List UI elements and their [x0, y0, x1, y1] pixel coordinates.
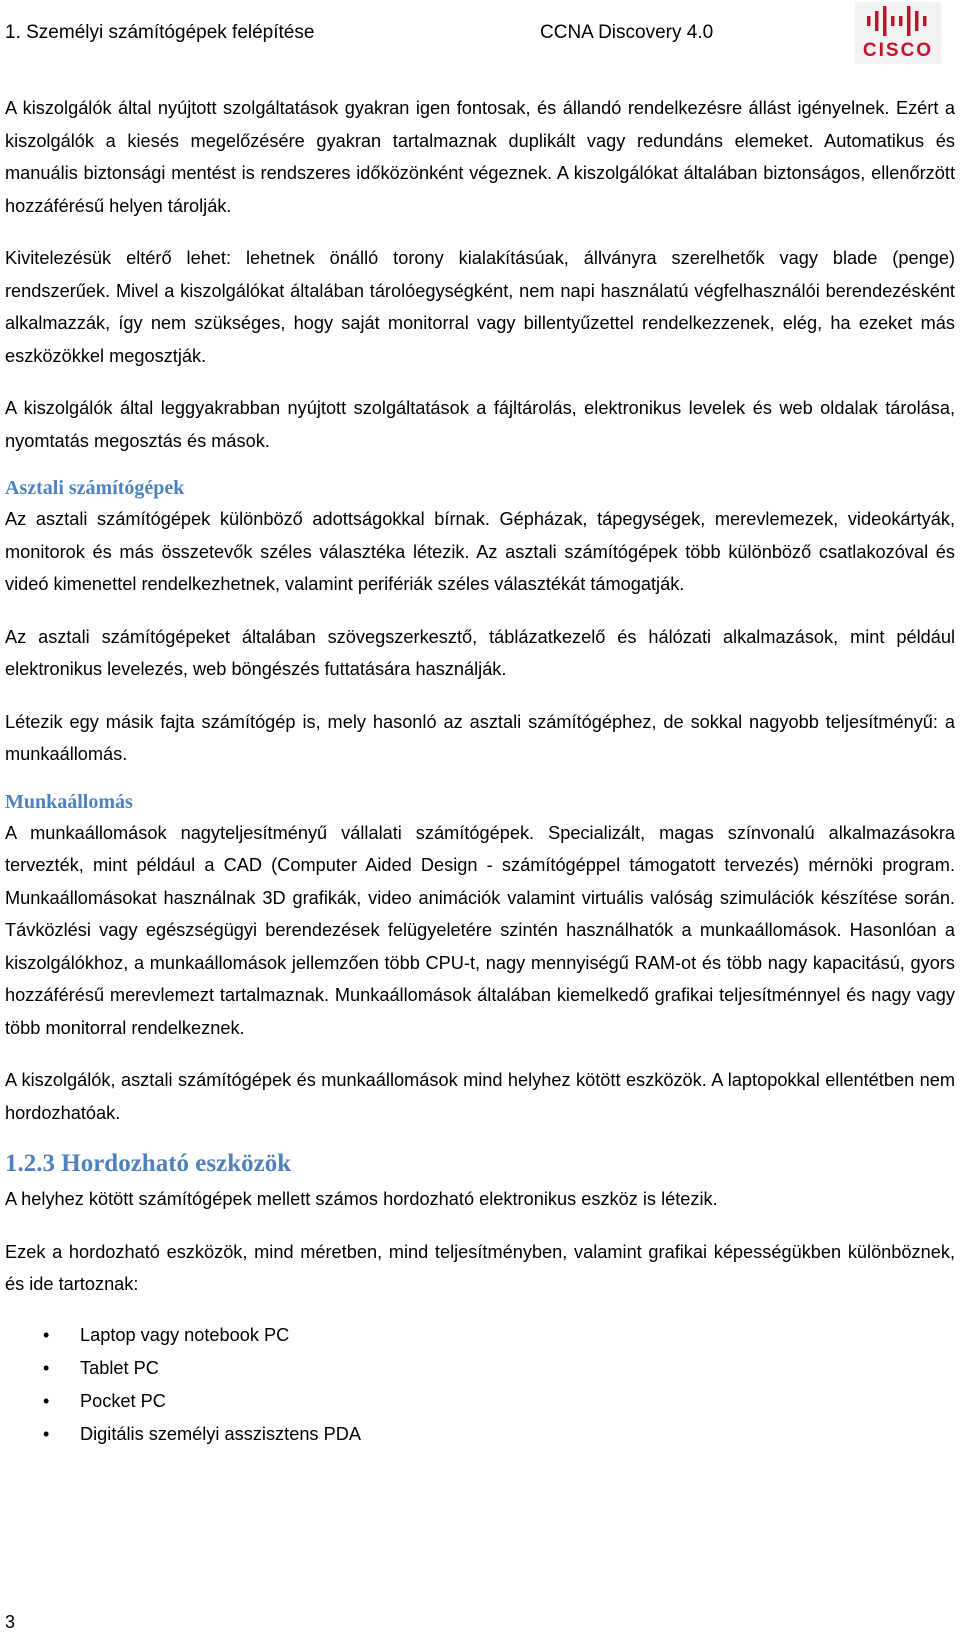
paragraph-server-common-services: A kiszolgálók által leggyakrabban nyújtott szolgáltatások a fájltárolás, elektronikus levelek és web oldalak tárolása, nyomtatás megosztás és mások. — [5, 398, 955, 451]
portable-device-list — [5, 1319, 955, 1451]
paragraph-portable-intro: A helyhez kötött számítógépek mellett számos hordozható elektronikus eszköz is létezik. — [5, 1189, 718, 1209]
heading-workstation: Munkaállomás — [5, 790, 133, 813]
paragraph-portable-types: Ezek a hordozható eszközök, mind méretben, mind teljesítményben, valamint grafikai képességükben különböznek, és ide tartoznak: — [5, 1241, 955, 1294]
list-item — [5, 1418, 955, 1451]
page-header — [5, 20, 945, 52]
page-body — [5, 92, 955, 1451]
paragraph-stationary-devices: A kiszolgálók, asztali számítógépek és munkaállomások mind helyhez kötött eszközök. A laptopokkal ellentétben nem hordozhatóak. — [5, 1070, 955, 1123]
list-item-label: Tablet PC — [80, 1357, 159, 1378]
cisco-logo — [855, 2, 941, 64]
bullet-icon: • — [43, 1324, 50, 1345]
course-title: CCNA Discovery 4.0 — [540, 22, 714, 43]
list-item-label: Pocket PC — [80, 1390, 166, 1411]
paragraph-desktop-uses: Az asztali számítógépeket általában szövegszerkesztő, táblázatkezelő és hálózati alkalmazások, mint például elektronikus levelezés, web böngészés futtatására használják. — [5, 626, 955, 679]
list-item-label: Digitális személyi asszisztens PDA — [80, 1423, 361, 1444]
paragraph-workstation-details: A munkaállomások nagyteljesítményű vállalati számítógépek. Specializált, magas színvonalú alkalmazásokra tervezték, mint például a CAD (Computer Aided Design - számítógéppel támogatott tervezés) mérnöki program. Munkaállomásokat használnak 3D grafikák, video animációk valamint virtuális valóság szimulációk készítése során. Távközlési vagy egészségügyi berendezések felügyeletére szintén használhatók a munkaállomások. Hasonlóan a kiszolgálókhoz, a munkaállomások jellemzően több CPU-t, nagy mennyiségű RAM-ot és több nagy kapacitású, gyors hozzáférésű merevlemezt tartalmaznak. Munkaállomások általában kiemelkedő grafikai teljesítménnyel és nagy vagy több monitorral rendelkeznek. — [5, 822, 955, 1038]
bullet-icon: • — [43, 1357, 50, 1378]
heading-desktop-computers: Asztali számítógépek — [5, 477, 185, 499]
list-item-label: Laptop vagy notebook PC — [80, 1324, 290, 1345]
page-number: 3 — [5, 1612, 16, 1632]
heading-portable-devices: 1.2.3 Hordozható eszközök — [5, 1150, 292, 1177]
list-item — [5, 1352, 955, 1385]
bullet-icon: • — [43, 1390, 50, 1411]
bullet-icon: • — [43, 1423, 50, 1444]
list-item — [5, 1319, 955, 1352]
chapter-title: 1. Személyi számítógépek felépítése — [5, 22, 315, 43]
paragraph-servers-services: A kiszolgálók által nyújtott szolgáltatások gyakran igen fontosak, és állandó rendelkezésre állást igényelnek. Ezért a kiszolgálók a kiesés megelőzésére gyakran tartalmaznak duplikált vagy redundáns elemeket. Automatikus és manuális biztonsági mentést is rendszeres időközönként végeznek. A kiszolgálókat általában biztonságos, ellenőrzött hozzáférésű helyen tárolják. — [5, 98, 955, 216]
logo-wordmark: CISCO — [862, 40, 934, 61]
paragraph-desktop-features: Az asztali számítógépek különböző adottságokkal bírnak. Gépházak, tápegységek, merevlemezek, videokártyák, monitorok és más összetevők széles választéka létezik. Az asztali számítógépek több különböző csatlakozóval és videó kimenettel rendelkezhetnek, valamint perifériák széles választékát támogatják. — [5, 509, 955, 594]
list-item — [5, 1385, 955, 1418]
paragraph-server-designs: Kivitelezésük eltérő lehet: lehetnek önálló torony kialakításúak, állványra szerelhetők vagy blade (penge) rendszerűek. Mivel a kiszolgálókat általában tárolóegységként, nem napi használatú végfelhasználói berendezésként alkalmazzák, így nem szükséges, hogy saját monitorral vagy billentyűzettel rendelkezzenek, elég, ha ezeket más eszközökkel megosztják. — [5, 248, 955, 366]
paragraph-workstation-intro: Létezik egy másik fajta számítógép is, mely hasonló az asztali számítógéphez, de sokkal nagyobb teljesítményű: a munkaállomás. — [5, 711, 955, 764]
